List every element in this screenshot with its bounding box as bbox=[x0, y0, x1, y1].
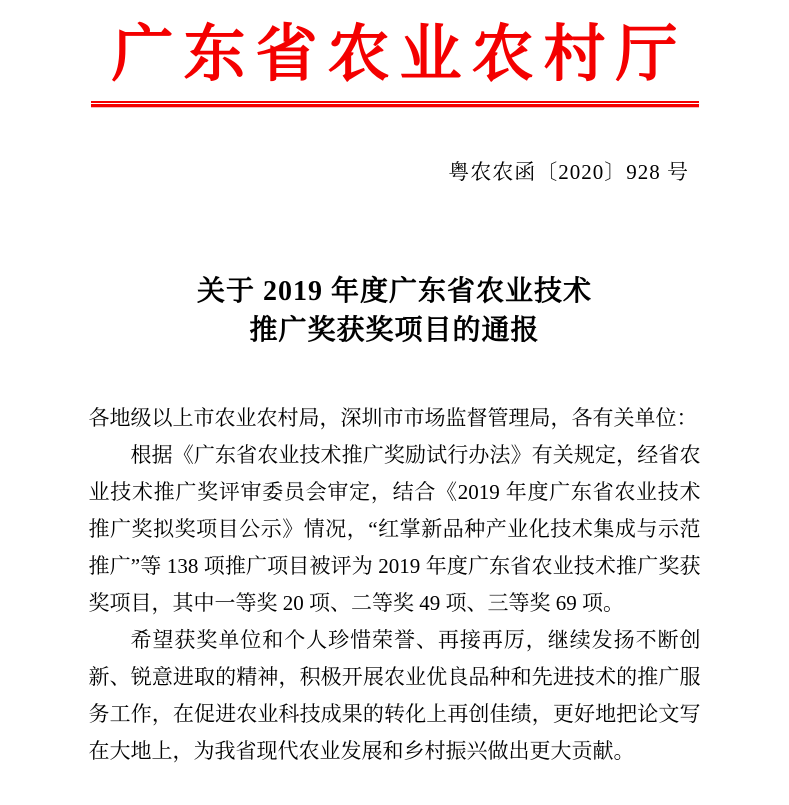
salutation-line: 各地级以上市农业农村局，深圳市市场监督管理局，各有关单位： bbox=[88, 406, 698, 430]
title-line-2: 推广奖获奖项目的通报 bbox=[249, 315, 540, 346]
red-divider-rule bbox=[91, 101, 699, 108]
document-body bbox=[89, 400, 701, 770]
body-paragraph-1: 根据《广东省农业技术推广奖励试行办法》有关规定，经省农业技术推广奖评审委员会审定，结合《2019 年度广东省农业技术推广奖拟奖项目公示》情况，“红掌新品种产业化技术集成与示范推广”等 138 项推广项目被评为 2019 年度广东省农业技术推广奖获奖项目，其中一等奖 20 项、二等奖 49 项、三等奖 69 项。 bbox=[88, 443, 701, 615]
document-number: 粤农农函〔2020〕928 号 bbox=[448, 160, 689, 184]
title-line-1: 关于 2019 年度广东省农业技术 bbox=[196, 276, 592, 307]
letterhead bbox=[0, 0, 789, 108]
body-paragraph-2: 希望获奖单位和个人珍惜荣誉、再接再厉，继续发扬不断创新、锐意进取的精神，积极开展农业优良品种和先进技术的推广服务工作，在促进农业科技成果的转化上再创佳绩，更好地把论文写在大地上，为我省现代农业发展和乡村振兴做出更大贡献。 bbox=[88, 628, 701, 763]
red-rule-light-line bbox=[91, 107, 699, 108]
document-title bbox=[0, 272, 789, 350]
agency-name: 广东省农业农村厅 bbox=[111, 21, 688, 89]
